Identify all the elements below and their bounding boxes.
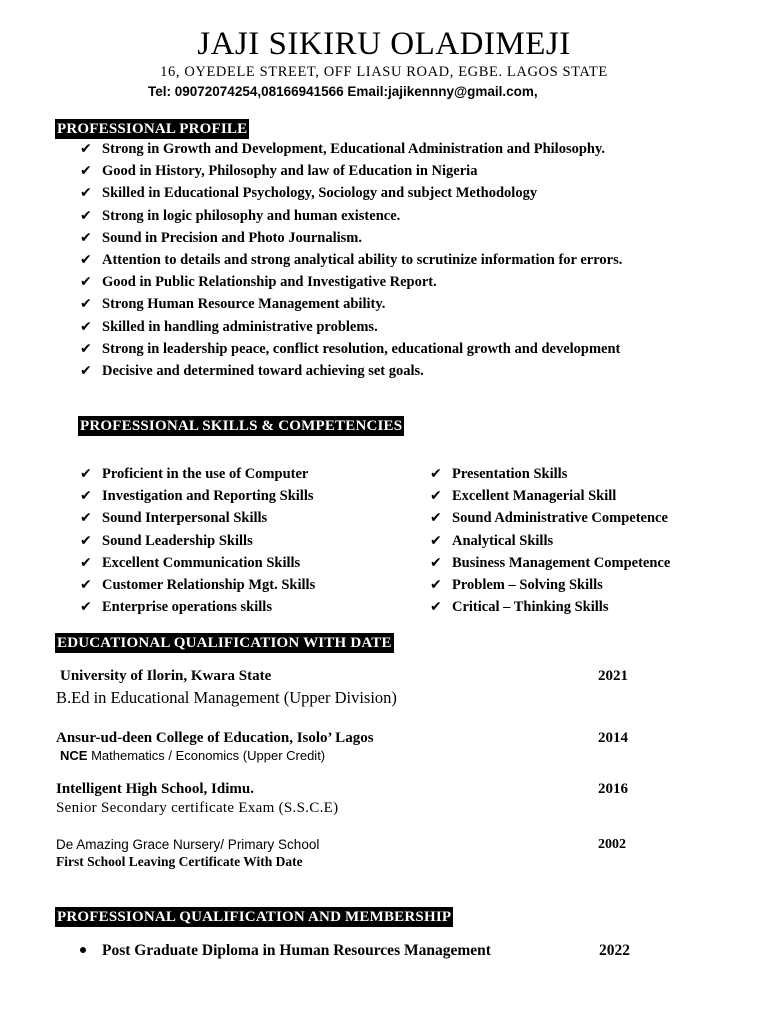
checkmark-icon: ✔ — [80, 296, 92, 313]
checkmark-icon: ✔ — [80, 229, 92, 246]
list-item: ✔ Skilled in handling administrative problems. — [80, 316, 622, 338]
checkmark-icon: ✔ — [80, 510, 92, 527]
checkmark-icon: ✔ — [430, 577, 442, 594]
address-line: 16, OYEDELE STREET, OFF LIASU ROAD, EGBE. LAGOS STATE — [160, 64, 608, 80]
qualification-detail: Senior Secondary certificate Exam (S.S.C.E) — [56, 800, 339, 816]
list-item: ✔ Proficient in the use of Computer — [80, 463, 315, 485]
list-item: ✔ Problem – Solving Skills — [430, 574, 670, 596]
qualification-detail: First School Leaving Certificate With Date — [56, 854, 303, 869]
list-item: ✔ Strong Human Resource Management ability. — [80, 293, 622, 315]
checkmark-icon: ✔ — [80, 185, 92, 202]
skills-list-left — [80, 463, 315, 618]
checkmark-icon: ✔ — [430, 554, 442, 571]
checkmark-icon: ✔ — [430, 599, 442, 616]
checkmark-icon: ✔ — [80, 141, 92, 157]
profile-list — [80, 138, 622, 382]
school-name: Intelligent High School, Idimu. — [56, 781, 254, 797]
school-year: 2014 — [598, 730, 628, 746]
checkmark-icon: ✔ — [80, 252, 92, 269]
checkmark-icon: ✔ — [80, 577, 92, 594]
list-item: ✔ Good in History, Philosophy and law of Education in Nigeria — [80, 160, 622, 182]
section-heading-education: EDUCATIONAL QUALIFICATION WITH DATE — [57, 635, 392, 651]
section-heading-profile: PROFESSIONAL PROFILE — [57, 121, 248, 137]
checkmark-icon: ✔ — [80, 318, 92, 335]
checkmark-icon: ✔ — [80, 163, 92, 180]
qualification-detail: NCE Mathematics / Economics (Upper Credit) — [60, 748, 326, 763]
list-item: Post Graduate Diploma in Human Resources Management — [80, 942, 491, 960]
checkmark-icon: ✔ — [80, 340, 92, 357]
checkmark-icon: ✔ — [430, 510, 442, 527]
skills-list-right — [430, 463, 670, 618]
qualification-year: 2022 — [599, 942, 630, 959]
bullet-icon — [80, 947, 86, 953]
list-item: ✔ Enterprise operations skills — [80, 596, 315, 618]
list-item: ✔ Strong in Growth and Development, Educational Administration and Philosophy. — [80, 138, 622, 160]
list-item: ✔ Sound Interpersonal Skills — [80, 507, 315, 529]
list-item: ✔ Excellent Communication Skills — [80, 552, 315, 574]
section-heading-membership: PROFESSIONAL QUALIFICATION AND MEMBERSHIP — [57, 909, 452, 925]
candidate-name: JAJI SIKIRU OLADIMEJI — [197, 26, 571, 62]
contact-line: Tel: 09072074254,08166941566 Email:jajikennny@gmail.com, — [148, 84, 538, 99]
list-item: ✔ Business Management Competence — [430, 552, 670, 574]
checkmark-icon: ✔ — [80, 488, 92, 505]
checkmark-icon: ✔ — [80, 554, 92, 571]
list-item: ✔ Customer Relationship Mgt. Skills — [80, 574, 315, 596]
school-year: 2016 — [598, 781, 628, 797]
list-item: ✔ Skilled in Educational Psychology, Sociology and subject Methodology — [80, 182, 622, 204]
list-item: ✔ Good in Public Relationship and Investigative Report. — [80, 271, 622, 293]
list-item: ✔ Sound Administrative Competence — [430, 507, 670, 529]
list-item: ✔ Sound in Precision and Photo Journalism. — [80, 227, 622, 249]
list-item: ✔ Investigation and Reporting Skills — [80, 485, 315, 507]
section-heading-skills: PROFESSIONAL SKILLS & COMPETENCIES — [80, 418, 403, 434]
list-item: ✔ Strong in logic philosophy and human existence. — [80, 205, 622, 227]
list-item: ✔ Excellent Managerial Skill — [430, 485, 670, 507]
checkmark-icon: ✔ — [80, 207, 92, 224]
list-item: ✔ Presentation Skills — [430, 463, 670, 485]
checkmark-icon: ✔ — [80, 532, 92, 549]
list-item: ✔ Sound Leadership Skills — [80, 530, 315, 552]
checkmark-icon: ✔ — [80, 599, 92, 616]
list-item: ✔ Strong in leadership peace, conflict resolution, educational growth and development — [80, 338, 622, 360]
list-item: ✔ Critical – Thinking Skills — [430, 596, 670, 618]
checkmark-icon: ✔ — [430, 532, 442, 549]
list-item: ✔ Analytical Skills — [430, 530, 670, 552]
checkmark-icon: ✔ — [430, 466, 442, 482]
checkmark-icon: ✔ — [80, 363, 92, 380]
checkmark-icon: ✔ — [430, 488, 442, 505]
checkmark-icon: ✔ — [80, 466, 92, 482]
school-name: De Amazing Grace Nursery/ Primary School — [56, 837, 320, 852]
checkmark-icon: ✔ — [80, 274, 92, 291]
school-year: 2002 — [598, 837, 626, 852]
list-item: ✔ Decisive and determined toward achieving set goals. — [80, 360, 622, 382]
school-name: Ansur-ud-deen College of Education, Isolo’ Lagos — [56, 730, 374, 746]
school-year: 2021 — [598, 668, 628, 684]
list-item: ✔ Attention to details and strong analytical ability to scrutinize information for errors. — [80, 249, 622, 271]
school-name: University of Ilorin, Kwara State — [60, 668, 272, 684]
qualification-detail: B.Ed in Educational Management (Upper Division) — [56, 688, 397, 707]
